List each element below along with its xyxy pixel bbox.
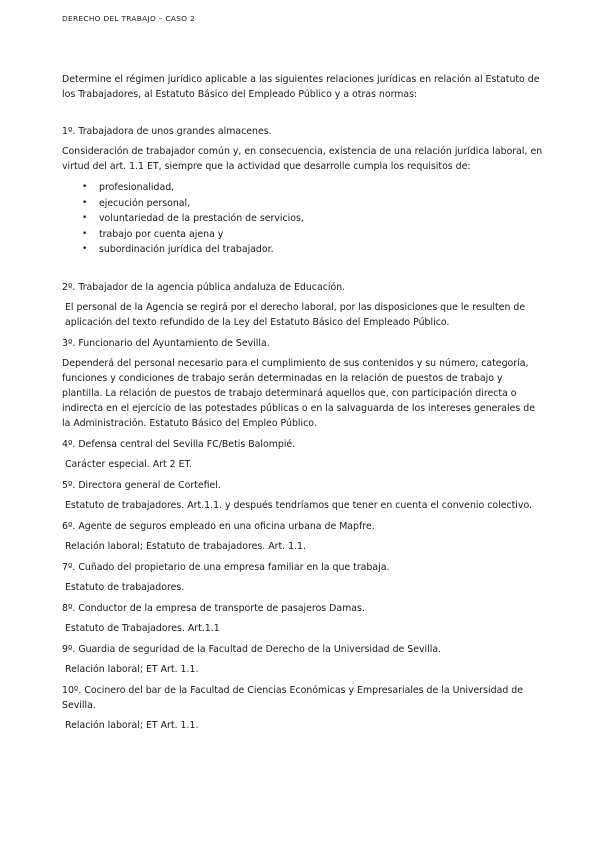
answer-1: Consideración de trabajador común y, en consecuencia, existencia de una relación jurídica laboral, en virtud del art. 1.1 ET, siempre que la actividad que desarrolle cumpla los requisitos de:	[62, 146, 543, 172]
answer-3: Dependerá del personal necesario para el cumplimiento de sus contenidos y su número, categoría, funciones y condiciones de trabajo serán determinadas en la relación de puestos de trabajo y plantilla. La relación de puestos de trabajo determinará aquellos que, con participación directa o indirecta en el ejercicio de las potestades públicas o en la salvaguarda de los intereses generales de la Administración. Estatuto Básico del Empleo Público.	[62, 357, 535, 429]
answer-7: Estatuto de trabajadores.	[65, 581, 185, 593]
question-6: 6º. Agente de seguros empleado en una oficina urbana de Mapfre.	[62, 520, 375, 532]
question-4: 4º. Defensa central del Sevilla FC/Betis Balompié.	[62, 438, 296, 450]
question-10: 10º. Cocinero del bar de la Facultad de Ciencias Económicas y Empresariales de la Universidad de Sevilla.	[62, 684, 523, 711]
answer-5: Estatuto de trabajadores. Art.1.1. y después tendríamos que tener en cuenta el convenio colectivo.	[65, 499, 533, 511]
bullet-icon: •	[82, 228, 88, 239]
list-item: • voluntariedad de la prestación de servicios,	[82, 211, 544, 227]
question-1: 1º. Trabajadora de unos grandes almacenes.	[62, 126, 272, 137]
question-5: 5º. Directora general de Cortefiel.	[62, 479, 221, 491]
bullet-icon: •	[82, 244, 88, 254]
answer-8: Estatuto de Trabajadores. Art.1.1	[65, 622, 220, 634]
bullet-icon: •	[82, 213, 88, 223]
list-item: • ejecución personal,	[82, 196, 544, 212]
question-3: 3º. Funcionario del Ayuntamiento de Sevilla.	[62, 337, 270, 349]
answer-4: Carácter especial. Art 2 ET.	[65, 458, 193, 470]
list-item: • subordinación jurídica del trabajador.	[82, 242, 544, 258]
answer-6: Relación laboral; Estatuto de trabajadores. Art. 1.1.	[65, 540, 307, 552]
bullet-icon: •	[82, 197, 88, 208]
answer-9: Relación laboral; ET Art. 1.1.	[65, 663, 199, 675]
document-body	[62, 72, 544, 739]
requirements-list	[62, 180, 544, 258]
list-item: • trabajo por cuenta ajena y	[82, 227, 544, 243]
answer-10: Relación laboral; ET Art. 1.1.	[65, 719, 199, 731]
question-8: 8º. Conductor de la empresa de transporte de pasajeros Damas.	[62, 602, 365, 614]
intro-paragraph: Determine el régimen jurídico aplicable a las siguientes relaciones jurídicas en relación al Estatuto de los Trabajadores, al Estatuto Básico del Empleado Público y a otras normas:	[62, 74, 540, 100]
page-header: DERECHO DEL TRABAJO – CASO 2	[62, 14, 195, 23]
list-item: • profesionalidad,	[82, 180, 544, 196]
question-9: 9º. Guardia de seguridad de la Facultad de Derecho de la Universidad de Sevilla.	[62, 643, 442, 655]
bullet-icon: •	[82, 182, 88, 192]
question-7: 7º. Cuñado del propietario de una empresa familiar en la que trabaja.	[62, 561, 390, 573]
answer-2: El personal de la Agencia se regirá por el derecho laboral, por las disposiciones que le resulten de aplicación del texto refundido de la Ley del Estatuto Básico del Empleado Público.	[65, 301, 526, 328]
question-2: 2º. Trabajador de la agencia pública andaluza de Educación.	[62, 281, 346, 293]
